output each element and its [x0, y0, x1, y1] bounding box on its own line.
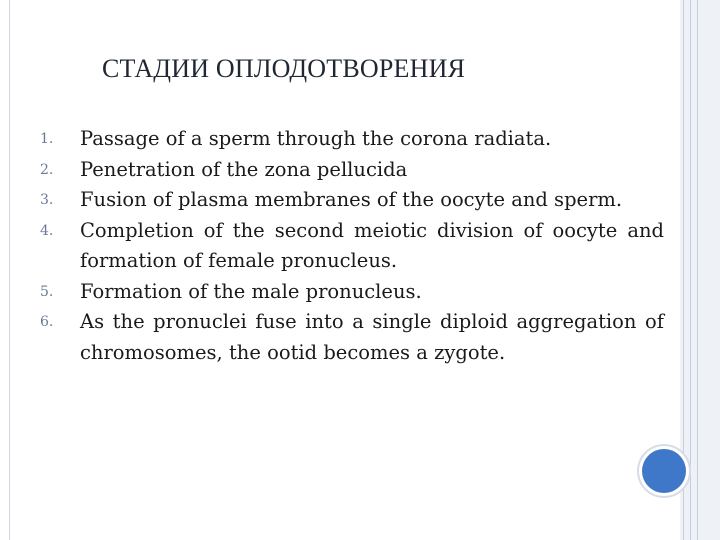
list-item-number: 6.: [40, 314, 54, 330]
frame-right-line: [697, 0, 698, 540]
numbered-list: [40, 124, 664, 368]
list-item: [40, 307, 664, 368]
list-item: [40, 155, 664, 186]
frame-right-line: [683, 0, 684, 540]
list-item-text: Formation of the male pronucleus.: [80, 279, 422, 303]
frame-right-band: [680, 0, 720, 540]
list-item: [40, 185, 664, 216]
list-item-number: 4.: [40, 222, 54, 239]
list-item: [40, 216, 664, 277]
list-item-number: 5.: [40, 283, 54, 300]
list-item-text: Fusion of plasma membranes of the oocyte and sperm.: [80, 188, 623, 211]
list-item: [40, 124, 664, 155]
frame-left-line: [9, 0, 10, 540]
list-item-text: Passage of a sperm through the corona radiata.: [80, 127, 552, 150]
list-item: [40, 277, 664, 308]
list-item-number: 2.: [40, 161, 54, 178]
list-item-text: Completion of the second meiotic division of oocyte and formation of female pronucleus.: [80, 218, 664, 272]
slide-title: СТАДИИ ОПЛОДОТВОРЕНИЯ: [102, 54, 466, 83]
decorative-circle: [642, 449, 686, 493]
list-item-number: 1.: [40, 131, 54, 147]
list-item-text: Penetration of the zona pellucida: [80, 157, 408, 181]
list-item-text: As the pronuclei fuse into a single diploid aggregation of chromosomes, the ootid becomes a zygote.: [80, 310, 664, 364]
list-item-number: 3.: [40, 192, 54, 208]
frame-right-line: [690, 0, 691, 540]
